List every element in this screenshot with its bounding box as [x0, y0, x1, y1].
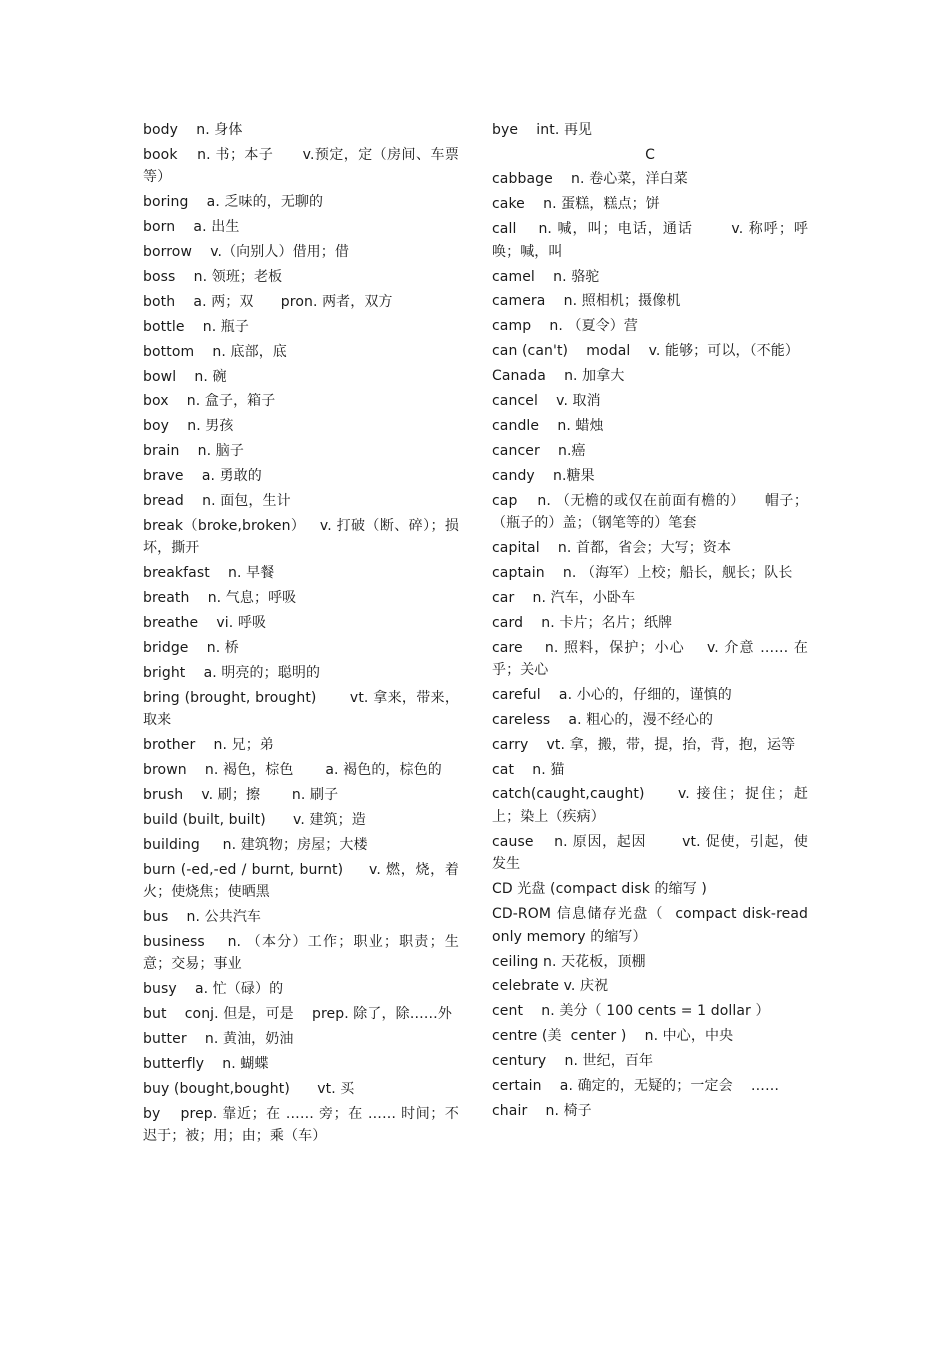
vocab-entry: chair n. 椅子: [492, 1102, 592, 1119]
vocab-entry: bowl n. 碗: [143, 368, 227, 385]
vocab-entry: bridge n. 桥: [143, 639, 239, 656]
section-letter-heading: C: [645, 146, 655, 163]
vocab-entry: bottle n. 瓶子: [143, 318, 250, 335]
vocab-entry: certain a. 确定的，无疑的；一定会 ……: [492, 1078, 780, 1094]
vocab-entry: Canada n. 加拿大: [492, 368, 625, 385]
vocab-entry: buy (bought,bought) vt. 买: [143, 1080, 355, 1097]
vocab-entry: both a. 两；双 pron. 两者，双方: [143, 293, 393, 310]
vocab-entry: ceiling n. 天花板，顶棚: [492, 953, 646, 970]
vocab-entry: century n. 世纪，百年: [492, 1053, 654, 1070]
vocab-entry: borrow v.（向别人）借用；借: [143, 244, 349, 261]
vocab-entry: call n. 喊，叫；电话，通话 v. 称呼；呼唤；喊，叫: [492, 221, 808, 260]
vocab-entry: brown n. 褐色，棕色 a. 褐色的，棕色的: [143, 761, 442, 778]
vocab-entry: breathe vi. 呼吸: [143, 615, 267, 632]
vocab-entry: CD-ROM 信息储存光盘（ compact disk-read only memory 的缩写）: [492, 906, 813, 945]
vocab-entry: CD 光盘 (compact disk 的缩写 ): [492, 881, 707, 898]
vocab-entry: brain n. 脑子: [143, 443, 244, 460]
vocab-entry: camp n. （夏令）营: [492, 318, 638, 335]
vocab-entry: capital n. 首都，省会；大写；资本: [492, 539, 732, 556]
vocab-entry: care n. 照料，保护；小心 v. 介意 …… 在乎；关心: [492, 639, 808, 679]
vocab-entry: business n. （本分）工作；职业；职责；生意；交易；事业: [143, 933, 459, 973]
vocab-entry: candy n.糖果: [492, 467, 595, 484]
vocab-entry: bring (brought, brought) vt. 拿来，带来，取来: [143, 689, 459, 729]
vocab-entry: bright a. 明亮的；聪明的: [143, 664, 321, 681]
vocab-entry: car n. 汽车，小卧车: [492, 589, 636, 606]
vocab-entry: busy a. 忙（碌）的: [143, 981, 284, 998]
vocab-entry: cancer n.癌: [492, 442, 586, 459]
vocab-entry: carry vt. 拿，搬，带，提，抬，背，抱，运等: [492, 736, 796, 753]
vocab-entry: cabbage n. 卷心菜，洋白菜: [492, 171, 688, 188]
left-column: [143, 119, 459, 1150]
vocab-entry: body n. 身体: [143, 122, 243, 138]
vocab-entry: butterfly n. 蝴蝶: [143, 1055, 269, 1072]
vocab-entry: cat n. 猫: [492, 761, 565, 778]
vocab-entry: celebrate v. 庆祝: [492, 978, 609, 995]
vocab-entry: bread n. 面包，生计: [143, 492, 291, 509]
vocab-entry: building n. 建筑物；房屋；大楼: [143, 836, 368, 853]
vocab-entry: brave a. 勇敢的: [143, 468, 262, 485]
vocab-entry: boring a. 乏味的，无聊的: [143, 194, 324, 211]
vocab-entry: build (built, built) v. 建筑；造: [143, 811, 366, 828]
vocab-entry: centre (美 center ) n. 中心，中央: [492, 1028, 734, 1045]
vocab-entry: breath n. 气息；呼吸: [143, 590, 297, 607]
vocab-entry: camera n. 照相机；摄像机: [492, 293, 681, 310]
vocab-entry: cent n. 美分（ 100 cents = 1 dollar ）: [492, 1003, 770, 1020]
vocab-entry: cake n. 蛋糕，糕点；饼: [492, 196, 660, 213]
vocab-entry: brother n. 兄；弟: [143, 737, 274, 754]
vocab-entry: book n. 书；本子 v.预定，定（房间、车票等）: [143, 146, 459, 186]
vocab-entry: cap n. （无檐的或仅在前面有檐的） 帽子；（瓶子的）盖；（钢笔等的）笔套: [492, 492, 808, 532]
vocab-entry: bottom n. 底部，底: [143, 343, 287, 360]
vocab-entry: captain n. （海军）上校；船长，舰长；队长: [492, 564, 793, 581]
vocab-entry: but conj. 但是，可是 prep. 除了，除……外: [143, 1006, 453, 1023]
vocab-entry: candle n. 蜡烛: [492, 417, 604, 434]
vocab-entry: burn (-ed,-ed / burnt, burnt) v. 燃，烧，着火；使烧焦；使晒黑: [143, 861, 459, 901]
vocab-entry: boss n. 领班；老板: [143, 268, 283, 285]
vocab-entry: break（broke,broken） v. 打破（断、碎）；损坏，撕开: [143, 517, 459, 557]
vocab-entry: bye int. 再见: [492, 122, 593, 138]
vocab-entry: bus n. 公共汽车: [143, 908, 262, 925]
vocab-entry: brush v. 刷；擦 n. 刷子: [143, 786, 339, 803]
vocab-entry: cause n. 原因，起因 vt. 促使，引起，使发生: [492, 833, 808, 873]
vocab-entry: born a. 出生: [143, 219, 240, 236]
right-column: [492, 119, 813, 1125]
vocab-entry: can (can't) modal v. 能够；可以，（不能）: [492, 343, 799, 360]
vocab-entry: box n. 盒子，箱子: [143, 393, 276, 410]
vocab-entry: boy n. 男孩: [143, 418, 234, 435]
vocab-entry: card n. 卡片；名片；纸牌: [492, 614, 673, 631]
vocab-entry: camel n. 骆驼: [492, 268, 600, 285]
vocab-entry: careless a. 粗心的，漫不经心的: [492, 711, 714, 728]
vocab-entry: breakfast n. 早餐: [143, 565, 275, 582]
vocab-entry: by prep. 靠近；在 …… 旁；在 …… 时间；不迟于；被；用；由；乘（车）: [143, 1105, 459, 1145]
vocab-entry: careful a. 小心的，仔细的，谨慎的: [492, 686, 732, 703]
vocab-entry: catch(caught,caught) v. 接住；捉住；赶上；染上（疾病）: [492, 786, 808, 825]
vocab-entry: butter n. 黄油，奶油: [143, 1031, 294, 1047]
vocab-entry: cancel v. 取消: [492, 393, 601, 410]
